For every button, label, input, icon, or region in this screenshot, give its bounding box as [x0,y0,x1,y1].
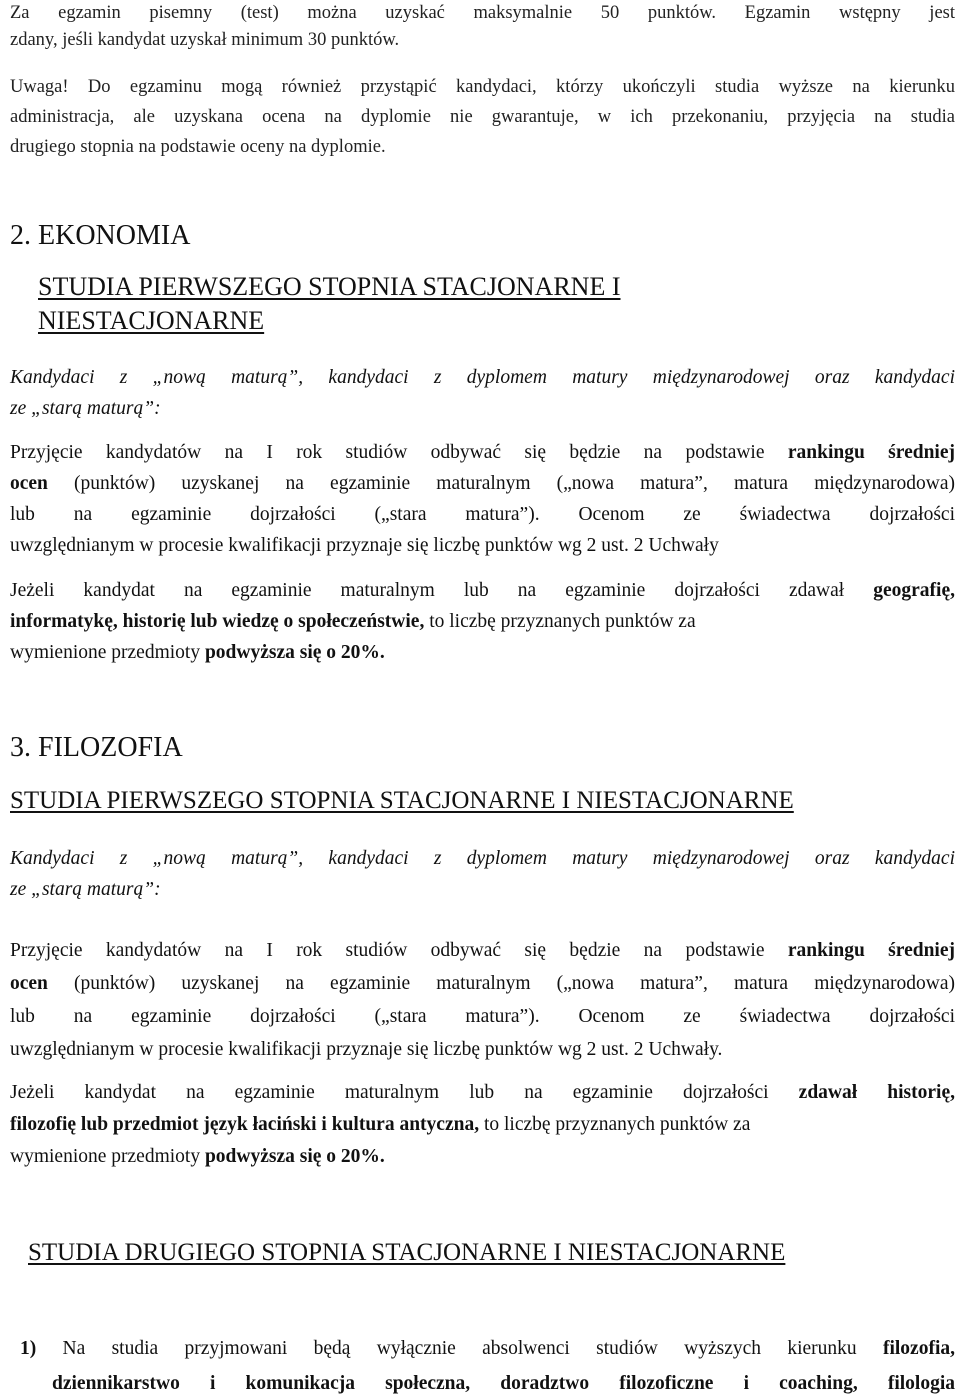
filozofia-candidates-line-1: Kandydaci z „nową maturą”, kandydaci z dyplomem matury międzynarodowej oraz kandydaci [10,848,955,869]
item-1-line-2 [52,1368,955,1399]
ekonomia-p2-line-1 [10,575,955,606]
text-run: Przyjęcie kandydatów na I rok studiów odbywać się będzie na podstawie [10,940,788,961]
ekonomia-p2-line-3 [10,637,955,668]
uwaga-line-3: drugiego stopnia na podstawie oceny na dyplomie. [10,137,386,157]
text-run: Jeżeli kandydat na egzaminie maturalnym lub na egzaminie dojrzałości zdawał [10,580,874,601]
filozofia-p2-line-3 [10,1141,955,1172]
filozofia-heading: 3. FILOZOFIA [10,732,183,763]
bold-run: filozofia, [882,1338,955,1359]
ekonomia-p1-line-4: uwzględnianym w procesie kwalifikacji przyznaje się liczbę punktów wg 2 ust. 2 Uchwały [10,535,719,556]
intro-line-2: zdany, jeśli kandydat uzyskał minimum 30 punktów. [10,30,400,50]
uwaga-line-2: administracja, ale uzyskana ocena na dyplomie nie gwarantuje, w ich przekonaniu, przyjęcia na studia [10,107,955,127]
filozofia-p1-line-3: lub na egzaminie dojrzałości („stara matura”). Ocenom ze świadectwa dojrzałości [10,1006,955,1027]
ekonomia-subheading-line-2: NIESTACJONARNE [38,306,265,335]
text-run: to liczbę przyznanych punktów za [424,611,696,632]
ekonomia-p1-line-2 [10,468,955,499]
bold-run: informatykę, historię lub wiedzę o społeczeństwie, [10,611,425,632]
bold-run: ocen [10,473,48,494]
bold-run: rankingu średniej [787,940,955,961]
filozofia-subheading: STUDIA PIERWSZEGO STOPNIA STACJONARNE I NIESTACJONARNE [10,787,794,814]
ekonomia-heading: 2. EKONOMIA [10,220,191,251]
bold-run: geografię, [873,580,955,601]
text-run: Na studia przyjmowani będą wyłącznie absolwenci studiów wyższych kierunku [36,1338,883,1359]
ekonomia-subheading-line-1: STUDIA PIERWSZEGO STOPNIA STACJONARNE I [38,272,621,301]
text-run: (punktów) uzyskanej na egzaminie maturalnym („nowa matura”, matura międzynarodowa) [47,973,955,994]
text-run: Przyjęcie kandydatów na I rok studiów odbywać się będzie na podstawie [10,442,788,463]
bold-run: podwyższa się o 20%. [204,642,385,663]
ekonomia-candidates-line-2: ze „starą maturą”: [10,398,161,419]
list-number: 1) [20,1338,37,1359]
ekonomia-p2-line-2 [10,606,955,637]
second-degree-heading: STUDIA DRUGIEGO STOPNIA STACJONARNE I NIESTACJONARNE [28,1239,786,1266]
filozofia-p2-line-1 [10,1077,955,1108]
text-run: to liczbę przyznanych punktów za [479,1114,751,1135]
bold-run: filozofię lub przedmiot język łaciński i kultura antyczna, [10,1114,480,1135]
filozofia-p1-line-2 [10,968,955,999]
bold-run: ocen [10,973,48,994]
text-run: wymienione przedmioty [10,642,205,663]
ekonomia-p1-line-3: lub na egzaminie dojrzałości („stara matura”). Ocenom ze świadectwa dojrzałości [10,504,955,525]
text-run: (punktów) uzyskanej na egzaminie maturalnym („nowa matura”, matura międzynarodowa) [47,473,955,494]
filozofia-p2-line-2 [10,1109,955,1140]
text-run: wymienione przedmioty [10,1146,205,1167]
bold-run: podwyższa się o 20%. [204,1146,385,1167]
ekonomia-p1-line-1 [10,437,955,468]
intro-line-1: Za egzamin pisemny (test) można uzyskać maksymalnie 50 punktów. Egzamin wstępny jest [10,3,955,23]
filozofia-candidates-line-2: ze „starą maturą”: [10,879,161,900]
text-run: Jeżeli kandydat na egzaminie maturalnym lub na egzaminie dojrzałości [10,1082,799,1103]
filozofia-p1-line-4: uwzględnianym w procesie kwalifikacji przyznaje się liczbę punktów wg 2 ust. 2 Uchwały. [10,1039,723,1060]
filozofia-p1-line-1 [10,935,955,966]
uwaga-line-1: Uwaga! Do egzaminu mogą również przystąpić kandydaci, którzy ukończyli studia wyższe na kierunku [10,77,955,97]
bold-run: zdawał historię, [798,1082,955,1103]
item-1-line-1 [20,1333,955,1364]
bold-run: dziennikarstwo i komunikacja społeczna, doradztwo filozoficzne i coaching, filologia [52,1373,955,1394]
bold-run: rankingu średniej [787,442,955,463]
ekonomia-candidates-line-1: Kandydaci z „nową maturą”, kandydaci z dyplomem matury międzynarodowej oraz kandydaci [10,367,955,388]
